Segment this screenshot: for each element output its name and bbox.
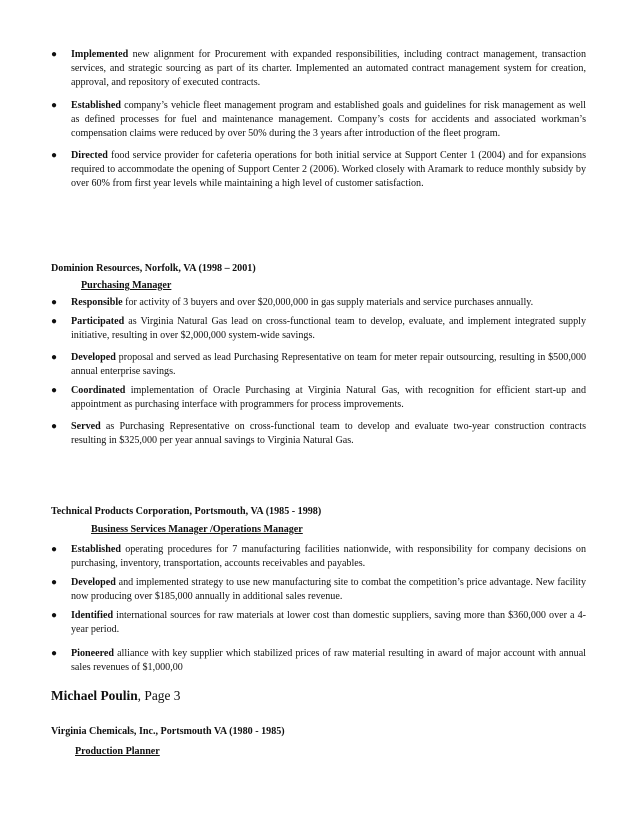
bullet-icon: ● — [51, 544, 58, 555]
page-header — [51, 687, 180, 705]
list-item: ● Developed proposal and served as lead Purchasing Representative on team for meter repair outsourcing, resulting in $500,000 annual enterprise savings. — [51, 352, 586, 377]
bullet-icon: ● — [51, 648, 58, 659]
section-heading-virginia: Virginia Chemicals, Inc., Portsmouth VA (1980 - 1985) — [51, 726, 285, 737]
bullet-icon: ● — [51, 316, 58, 327]
list-item: ● Pioneered alliance with key supplier which stabilized prices of raw material resulting in award of major account with annual sales revenues of $1,000,00 — [51, 648, 586, 673]
list-item: ● Identified international sources for raw materials at lower cost than domestic suppliers, saving more than $360,000 over a 4-year period. — [51, 610, 586, 635]
list-item: ● Responsible for activity of 3 buyers and over $20,000,000 in gas supply materials and service purchases annually. — [51, 297, 534, 308]
page-header-page: , Page 3 — [137, 688, 181, 703]
section-heading-technical: Technical Products Corporation, Portsmouth, VA (1985 - 1998) — [51, 506, 322, 517]
dominion-bullets — [0, 296, 638, 448]
bullet-icon: ● — [51, 421, 58, 432]
top-bullets — [0, 48, 638, 191]
bullet-icon: ● — [51, 297, 58, 308]
bullet-icon: ● — [51, 577, 58, 588]
section-heading-dominion: Dominion Resources, Norfolk, VA (1998 – 2001) — [51, 263, 256, 274]
bullet-icon: ● — [51, 49, 58, 60]
bullet-icon: ● — [51, 150, 58, 161]
list-item: ● Directed food service provider for cafeteria operations for both initial service at Support Center 1 (2004) and for expansions required to accommodate the opening of Support Center 2 (2006). Worked closely with Aramark to reduce monthly subsidy by over 60% from first year levels while maintaining a high level of customer satisfaction. — [51, 150, 586, 189]
technical-bullets — [0, 543, 638, 675]
page-header-name: Michael Poulin — [51, 688, 138, 703]
bullet-icon: ● — [51, 385, 58, 396]
list-item: ● Participated as Virginia Natural Gas lead on cross-functional team to develop, evaluate, and implement integrated supply initiative, resulting in over $2,000,000 system-wide savings. — [51, 316, 586, 341]
role-title-technical: Business Services Manager /Operations Manager — [91, 524, 303, 535]
role-title-dominion: Purchasing Manager — [81, 280, 172, 291]
bullet-icon: ● — [51, 610, 58, 621]
list-item: ● Developed and implemented strategy to use new manufacturing site to combat the competition’s price advantage. New facility now producing over $185,000 annually in additional sales revenue. — [51, 577, 586, 602]
list-item: ● Coordinated implementation of Oracle Purchasing at Virginia Natural Gas, with recognition for efficient start-up and appointment as purchasing interface with programmers for process improvements. — [51, 385, 586, 410]
bullet-icon: ● — [51, 100, 58, 111]
list-item: ● Established operating procedures for 7 manufacturing facilities nationwide, with responsibility for company decisions on purchasing, inventory, transportation, accounts receivables and payables. — [51, 544, 586, 569]
list-item: ● Implemented new alignment for Procurement with expanded responsibilities, including contract management, transaction services, and strategic sourcing as part of its charter. Implemented an automated contract management system for creation, approval, and repository of executed contracts. — [51, 49, 586, 88]
list-item: ● Served as Purchasing Representative on cross-functional team to develop and evaluate two-year construction contracts resulting in $325,000 per year annual savings to Virginia Natural Gas. — [51, 421, 586, 446]
list-item: ● Established company’s vehicle fleet management program and established goals and guidelines for risk management as well as defined processes for fuel and maintenance management. Company’s costs for accidents and associated workman’s compensation claims were reduced by over 50% during the 3 years after introduction of the fleet program. — [51, 100, 586, 139]
bullet-icon: ● — [51, 352, 58, 363]
role-title-virginia: Production Planner — [75, 746, 160, 757]
